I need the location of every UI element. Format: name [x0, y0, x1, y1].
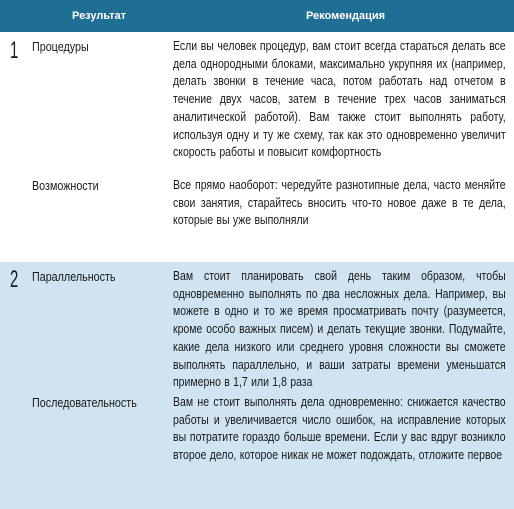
row-text-procedures: Если вы человек процедур, вам стоит всегда стараться делать все дела однородными блоками, максимально укрупняя их (например, делать звонки в течение часа, потом работать над отчетом в течение двух часов, затем в течение трех часов заниматься аналитической работой). Вам также стоит выполнять работу, используя одну и ту же схему, так как это одновременно увеличит скорость работы и повысит комфортность [173, 39, 506, 160]
row-label-sequence: Последовательность [32, 396, 137, 410]
row-label-opportunities: Возможности [32, 179, 99, 193]
header-recommendation: Рекомендация [306, 10, 386, 22]
section-number: 1 [10, 37, 19, 64]
section-1 [0, 32, 514, 262]
row-label-procedures: Процедуры [32, 40, 89, 54]
section-number: 2 [10, 266, 19, 293]
row-text-opportunities: Все прямо наоборот: чередуйте разнотипные дела, часто меняйте свои занятия, старайтесь вносить что-то новое даже в те дела, которые вы уже выполняли [173, 178, 506, 228]
row-text-sequence: Вам не стоит выполнять дела одновременно: снижается качество работы и увеличивается число ошибок, на исправление которых вы потратите гораздо больше времени. Если у вас вдруг возникло второе дело, которое никак не может подождать, отложите первое [173, 395, 506, 463]
row-label-parallelism: Параллельность [32, 270, 116, 284]
row-text-parallelism: Вам стоит планировать свой день таким образом, чтобы одновременно выполнять по два несложных дела. Например, вы можете в одно и то же время просматривать почту (разумеется, кроме особо важных писем) и делать текущие звонки. Подумайте, какие дела низкого или среднего уровня сложности вы сможете выполнять параллельно, и ваши затраты времени уменьшатся примерно в 1,7 или 1,8 раза [173, 269, 506, 390]
header-result: Результат [72, 10, 127, 22]
section-2 [0, 262, 514, 509]
table-header [0, 0, 514, 32]
